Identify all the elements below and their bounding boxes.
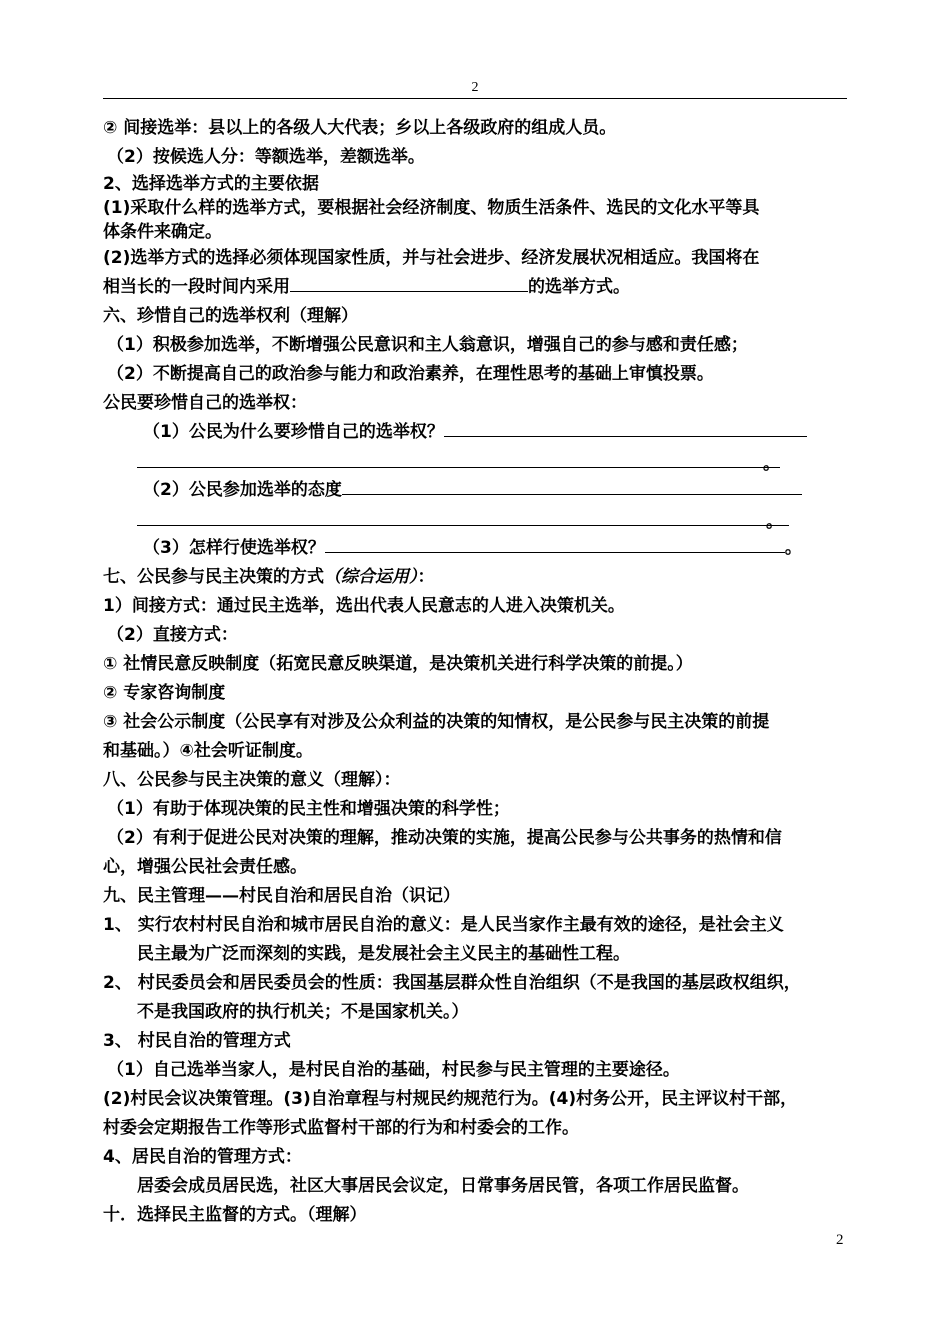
text-line: （1）有助于体现决策的民主性和增强决策的科学性；	[107, 799, 510, 819]
answer-blank[interactable]	[137, 504, 789, 532]
section-heading	[103, 563, 853, 592]
text-line: 村委会定期报告工作等形式监督村干部的行为和村委会的工作。	[103, 1118, 579, 1138]
text-line: （2）不断提高自己的政治参与能力和政治素养，在理性思考的基础上审慎投票。	[107, 364, 714, 384]
text-fragment: 相当长的一段时间内采用	[103, 277, 290, 297]
header-rule	[103, 98, 847, 99]
text-line: （2）按候选人分：等额选举，差额选举。	[107, 147, 425, 167]
answer-blank[interactable]	[137, 446, 780, 474]
text-line: ① 社情民意反映制度（拓宽民意反映渠道，是决策机关进行科学决策的前提。）	[103, 654, 693, 674]
text-line-with-blank	[103, 273, 853, 302]
question-line	[103, 476, 853, 504]
period-mark: 。	[784, 538, 802, 558]
section-heading: 九、民主管理——村民自治和居民自治（识记）	[103, 886, 460, 906]
section-heading: 十．选择民主监督的方式。（理解）	[103, 1205, 367, 1225]
section-heading: 4、居民自治的管理方式：	[103, 1147, 302, 1167]
text-line: 1）间接方式：通过民主选举，选出代表人民意志的人进入决策机关。	[103, 596, 625, 616]
section-heading: 2、选择选举方式的主要依据	[103, 174, 319, 194]
text-fragment: 的选举方式。	[528, 277, 630, 297]
text-line: 民主最为广泛而深刻的实践，是发展社会主义民主的基础性工程。	[137, 944, 630, 964]
answer-blank[interactable]	[325, 534, 785, 553]
heading-note: （综合运用）	[324, 567, 418, 587]
text-line: ② 间接选举：县以上的各级人大代表；乡以上各级政府的组成人员。	[103, 118, 617, 138]
text-line: ② 专家咨询制度	[103, 683, 226, 703]
question-text: （2）公民参加选举的态度	[143, 480, 342, 500]
text-line: 不是我国政府的执行机关；不是国家机关。）	[137, 1002, 469, 1022]
fill-in-blank[interactable]	[290, 273, 528, 292]
text-line: ③ 社会公示制度（公民享有对涉及公众利益的决策的知情权，是公民参与民主决策的前提	[103, 712, 770, 732]
text-line: (2)村民会议决策管理。(3)自治章程与村规民约规范行为。(4)村务公开，民主评议村干部，	[103, 1089, 798, 1109]
section-heading: 六、珍惜自己的选举权利（理解）	[103, 306, 358, 326]
text-line: 1、 实行农村村民自治和城市居民自治的意义：是人民当家作主最有效的途径，是社会主义	[103, 915, 784, 935]
text-line: （2）直接方式：	[107, 625, 238, 645]
question-text: （3）怎样行使选举权？	[143, 538, 325, 558]
text-line: （1）自己选举当家人，是村民自治的基础，村民参与民主管理的主要途径。	[107, 1060, 680, 1080]
answer-blank[interactable]	[342, 476, 802, 495]
text-line: 心，增强公民社会责任感。	[103, 857, 307, 877]
text-line: 公民要珍惜自己的选举权：	[103, 393, 307, 413]
heading-text: 七、公民参与民主决策的方式	[103, 567, 324, 587]
question-text: （1）公民为什么要珍惜自己的选举权？	[143, 422, 444, 442]
text-line: 居委会成员居民选，社区大事居民会议定，日常事务居民管，各项工作居民监督。	[137, 1176, 749, 1196]
period-mark: 。	[763, 454, 780, 474]
period-mark: 。	[766, 512, 783, 532]
section-heading: 八、公民参与民主决策的意义（理解）：	[103, 770, 401, 790]
text-line: （1）积极参加选举，不断增强公民意识和主人翁意识，增强自己的参与感和责任感；	[107, 335, 748, 355]
heading-colon: ：	[417, 567, 435, 587]
text-line: (2)选举方式的选择必须体现国家性质，并与社会进步、经济发展状况相适应。我国将在	[103, 248, 760, 268]
text-line: 和基础。）④社会听证制度。	[103, 741, 313, 761]
header-page-number: 2	[471, 80, 479, 95]
section-heading: 3、 村民自治的管理方式	[103, 1031, 291, 1051]
document-body	[103, 114, 853, 1230]
question-line	[103, 418, 853, 446]
question-line	[103, 534, 853, 563]
text-line: 体条件来确定。	[103, 222, 222, 242]
text-line: （2）有利于促进公民对决策的理解，推动决策的实施，提高公民参与公共事务的热情和信	[107, 828, 782, 848]
footer-page-number: 2	[836, 1232, 844, 1248]
text-line: 2、 村民委员会和居民委员会的性质：我国基层群众性自治组织（不是我国的基层政权组织，	[103, 973, 801, 993]
text-line: (1)采取什么样的选举方式，要根据社会经济制度、物质生活条件、选民的文化水平等具	[103, 198, 760, 218]
answer-blank[interactable]	[444, 418, 807, 437]
